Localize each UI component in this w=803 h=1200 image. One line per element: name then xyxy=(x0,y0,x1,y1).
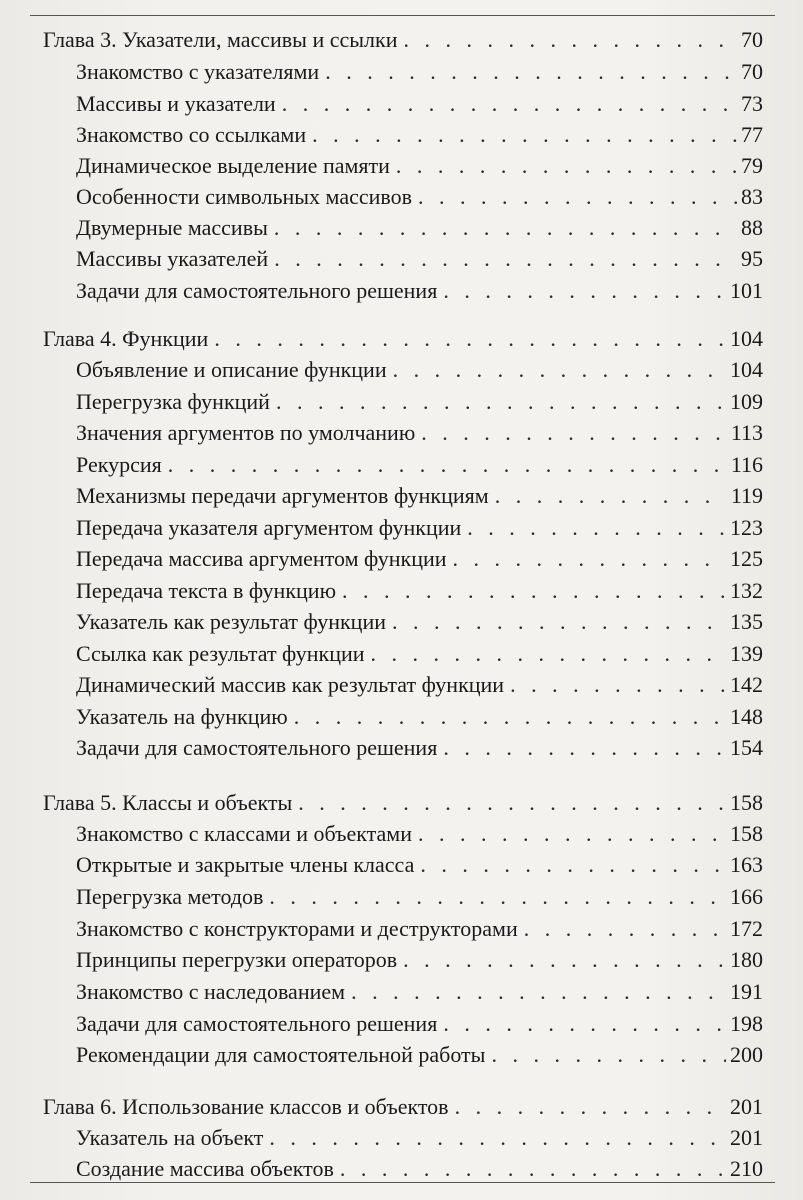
toc-section xyxy=(0,512,803,544)
toc-section xyxy=(0,386,803,418)
toc-title: Знакомство со ссылками xyxy=(76,122,307,147)
dot-leader xyxy=(371,638,726,670)
toc-section xyxy=(0,543,803,575)
toc-title: Глава 4. Функции xyxy=(43,326,209,351)
toc-page-number: 139 xyxy=(730,641,763,666)
toc-page-number: 95 xyxy=(741,246,763,271)
toc-page-number: 132 xyxy=(730,578,763,603)
toc-entry xyxy=(43,24,763,56)
toc-title: Указатель на функцию xyxy=(76,704,288,729)
toc-entry xyxy=(76,354,763,386)
toc-title: Рекомендации для самостоятельной работы xyxy=(76,1042,486,1067)
toc-title: Значения аргументов по умолчанию xyxy=(76,420,416,445)
toc-section xyxy=(0,88,803,120)
toc-title: Особенности символьных массивов xyxy=(76,184,413,209)
dot-leader xyxy=(282,88,737,120)
toc-title: Создание массива объектов xyxy=(76,1156,334,1181)
toc-entry xyxy=(76,275,763,307)
toc-title: Глава 6. Использование классов и объектов xyxy=(43,1094,449,1119)
toc-page-number: 142 xyxy=(730,672,763,697)
toc-entry xyxy=(76,88,763,120)
top-rule xyxy=(30,15,775,16)
dot-leader xyxy=(455,1091,726,1123)
toc-section xyxy=(0,913,803,945)
toc-section xyxy=(0,119,803,151)
toc-page-number: 198 xyxy=(730,1011,763,1036)
toc-chapter xyxy=(0,323,803,355)
toc-section xyxy=(0,1153,803,1185)
toc-entry xyxy=(76,818,763,850)
toc-title: Динамическое выделение памяти xyxy=(76,153,390,178)
toc-title: Двумерные массивы xyxy=(76,215,268,240)
toc-page-number: 113 xyxy=(730,420,763,445)
dot-leader xyxy=(340,1153,726,1185)
dot-leader xyxy=(274,243,737,275)
toc-page-number: 200 xyxy=(730,1042,763,1067)
toc-title: Задачи для самостоятельного решения xyxy=(76,278,438,303)
toc-section xyxy=(0,480,803,512)
toc-chapter xyxy=(0,24,803,56)
toc-section xyxy=(0,275,803,307)
toc-section xyxy=(0,449,803,481)
toc-entry xyxy=(76,212,763,244)
dot-leader xyxy=(443,732,726,764)
toc-entry xyxy=(76,701,763,733)
toc-page-number: 104 xyxy=(730,357,763,382)
toc-section xyxy=(0,1039,803,1071)
toc-title: Знакомство с наследованием xyxy=(76,979,346,1004)
toc-page-number: 123 xyxy=(730,515,763,540)
toc-section xyxy=(0,944,803,976)
dot-leader xyxy=(269,1122,726,1154)
dot-leader xyxy=(403,24,737,56)
toc-entry xyxy=(76,480,763,512)
toc-page-number: 101 xyxy=(730,278,763,303)
dot-leader xyxy=(495,480,727,512)
toc-title: Рекурсия xyxy=(76,452,162,477)
toc-page-number: 119 xyxy=(730,483,763,508)
toc-title: Передача текста в функцию xyxy=(76,578,337,603)
toc-chapter xyxy=(0,787,803,819)
toc-page-number: 201 xyxy=(730,1125,763,1150)
toc-title: Динамический массив как результат функции xyxy=(76,672,505,697)
toc-title: Перегрузка функций xyxy=(76,389,270,414)
toc-page-number: 158 xyxy=(730,790,763,815)
dot-leader xyxy=(453,543,726,575)
toc-entry xyxy=(76,181,763,213)
toc-entry xyxy=(76,575,763,607)
toc-page-number: 172 xyxy=(730,916,763,941)
toc-title: Объявление и описание функции xyxy=(76,357,387,382)
toc-title: Глава 5. Классы и объекты xyxy=(43,790,293,815)
toc-page-number: 154 xyxy=(730,735,763,760)
dot-leader xyxy=(418,818,726,850)
toc-entry xyxy=(76,944,763,976)
bottom-rule xyxy=(30,1182,775,1183)
toc-page-number: 109 xyxy=(730,389,763,414)
toc-entry xyxy=(43,323,763,355)
toc-page-number: 166 xyxy=(730,884,763,909)
dot-leader xyxy=(276,386,726,418)
toc-title: Принципы перегрузки операторов xyxy=(76,947,398,972)
dot-leader xyxy=(214,323,726,355)
toc-title: Знакомство с указателями xyxy=(76,59,320,84)
toc-entry xyxy=(76,150,763,182)
toc-entry xyxy=(76,386,763,418)
toc-entry xyxy=(76,606,763,638)
dot-leader xyxy=(467,512,726,544)
toc-section xyxy=(0,669,803,701)
toc-page-number: 135 xyxy=(730,609,763,634)
dot-leader xyxy=(420,849,726,881)
toc-title: Передача указателя аргументом функции xyxy=(76,515,462,540)
toc-entry xyxy=(76,449,763,481)
toc-title: Знакомство с классами и объектами xyxy=(76,821,413,846)
dot-leader xyxy=(403,944,726,976)
dot-leader xyxy=(274,212,737,244)
dot-leader xyxy=(298,787,726,819)
toc-section xyxy=(0,243,803,275)
toc-entry xyxy=(76,119,763,151)
toc-page-number: 77 xyxy=(741,122,763,147)
toc-section xyxy=(0,575,803,607)
toc-entry xyxy=(76,1122,763,1154)
toc-section xyxy=(0,1008,803,1040)
toc-title: Массивы указателей xyxy=(76,246,269,271)
toc-page-number: 104 xyxy=(730,326,763,351)
toc-entry xyxy=(76,638,763,670)
toc-entry xyxy=(76,849,763,881)
dot-leader xyxy=(443,1008,726,1040)
dot-leader xyxy=(312,119,737,151)
toc-section xyxy=(0,212,803,244)
toc-page-number: 70 xyxy=(741,27,763,52)
toc-page-number: 158 xyxy=(730,821,763,846)
toc-entry xyxy=(76,56,763,88)
toc-entry xyxy=(76,417,763,449)
toc-entry xyxy=(76,243,763,275)
toc-title: Знакомство с конструкторами и деструкторами xyxy=(76,916,518,941)
toc-title: Задачи для самостоятельного решения xyxy=(76,1011,438,1036)
toc-title: Указатель на объект xyxy=(76,1125,264,1150)
toc-title: Глава 3. Указатели, массивы и ссылки xyxy=(43,27,398,52)
toc-title: Перегрузка методов xyxy=(76,884,264,909)
toc-page-number: 83 xyxy=(741,184,763,209)
toc-entry xyxy=(76,543,763,575)
dot-leader xyxy=(510,669,726,701)
toc-entry xyxy=(76,669,763,701)
toc-title: Задачи для самостоятельного решения xyxy=(76,735,438,760)
dot-leader xyxy=(396,150,737,182)
toc-section xyxy=(0,417,803,449)
toc-chapter xyxy=(0,1091,803,1123)
toc-page-number: 163 xyxy=(730,852,763,877)
toc-page-number: 148 xyxy=(730,704,763,729)
toc-entry xyxy=(76,1153,763,1185)
toc-title: Передача массива аргументом функции xyxy=(76,546,447,571)
toc-entry xyxy=(76,913,763,945)
toc-page-number: 125 xyxy=(730,546,763,571)
toc-section xyxy=(0,181,803,213)
toc-entry xyxy=(76,976,763,1008)
toc-page-number: 70 xyxy=(741,59,763,84)
toc-title: Ссылка как результат функции xyxy=(76,641,365,666)
dot-leader xyxy=(443,275,726,307)
toc-entry xyxy=(43,787,763,819)
toc-entry xyxy=(76,732,763,764)
toc-page-number: 201 xyxy=(730,1094,763,1119)
dot-leader xyxy=(269,881,726,913)
toc-title: Механизмы передачи аргументов функциям xyxy=(76,483,489,508)
toc-page-number: 191 xyxy=(730,979,763,1004)
toc-section xyxy=(0,638,803,670)
dot-leader xyxy=(421,417,727,449)
toc-title: Указатель как результат функции xyxy=(76,609,386,634)
toc-section xyxy=(0,150,803,182)
toc-section xyxy=(0,1122,803,1154)
toc-entry xyxy=(76,1039,763,1071)
toc-entry xyxy=(76,881,763,913)
toc-entry xyxy=(76,512,763,544)
toc-section xyxy=(0,354,803,386)
dot-leader xyxy=(168,449,727,481)
dot-leader xyxy=(392,606,726,638)
dot-leader xyxy=(524,913,726,945)
toc-section xyxy=(0,881,803,913)
toc-section xyxy=(0,56,803,88)
toc-page-number: 116 xyxy=(730,452,763,477)
toc-page-number: 210 xyxy=(730,1156,763,1181)
toc-section xyxy=(0,818,803,850)
toc-section xyxy=(0,976,803,1008)
dot-leader xyxy=(418,181,737,213)
toc-section xyxy=(0,732,803,764)
dot-leader xyxy=(393,354,726,386)
toc-page-number: 79 xyxy=(741,153,763,178)
toc-section xyxy=(0,849,803,881)
dot-leader xyxy=(342,575,726,607)
toc-entry xyxy=(76,1008,763,1040)
toc-title: Массивы и указатели xyxy=(76,91,276,116)
dot-leader xyxy=(351,976,726,1008)
dot-leader xyxy=(294,701,726,733)
toc-title: Открытые и закрытые члены класса xyxy=(76,852,415,877)
toc-page-number: 180 xyxy=(730,947,763,972)
dot-leader xyxy=(491,1039,726,1071)
dot-leader xyxy=(325,56,737,88)
toc-entry xyxy=(43,1091,763,1123)
toc-page-number: 88 xyxy=(741,215,763,240)
toc-section xyxy=(0,606,803,638)
toc-page-number: 73 xyxy=(741,91,763,116)
toc-section xyxy=(0,701,803,733)
